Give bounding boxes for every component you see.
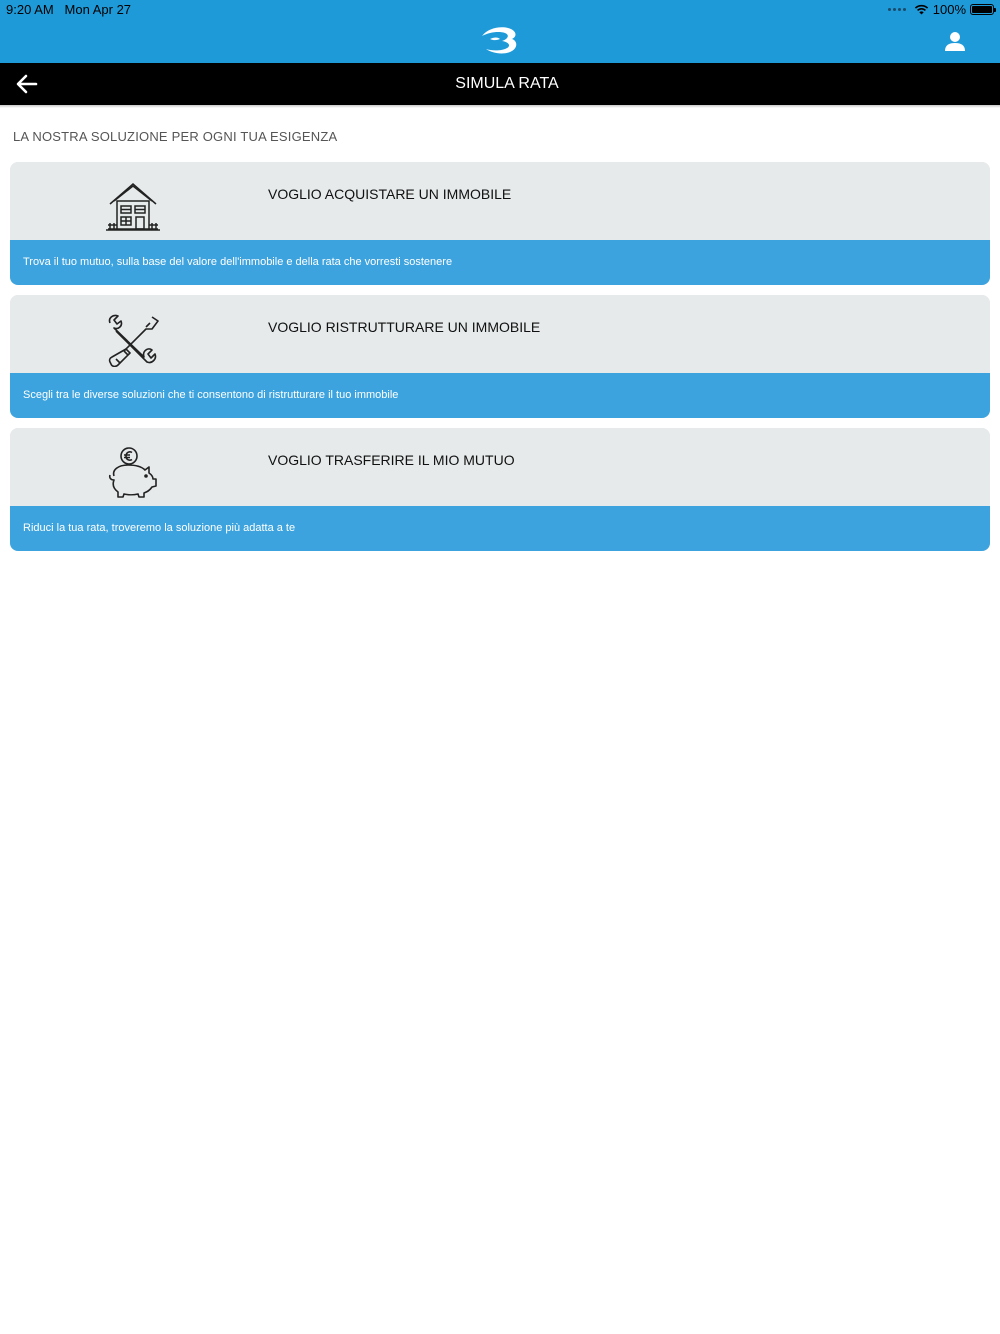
card-description-bar bbox=[10, 240, 990, 285]
status-indicators bbox=[888, 2, 994, 17]
arrow-left-icon[interactable] bbox=[14, 72, 40, 96]
card-description-bar bbox=[10, 373, 990, 418]
card-title: VOGLIO ACQUISTARE UN IMMOBILE bbox=[268, 186, 512, 202]
battery-icon bbox=[970, 4, 994, 15]
card-title: VOGLIO TRASFERIRE IL MIO MUTUO bbox=[268, 452, 515, 468]
option-card-transfer[interactable] bbox=[10, 428, 990, 551]
option-card-buy[interactable] bbox=[10, 162, 990, 285]
tools-icon bbox=[106, 313, 160, 367]
navbar-shadow bbox=[0, 105, 1000, 108]
house-icon bbox=[106, 180, 160, 234]
card-header bbox=[10, 295, 990, 373]
card-description: Scegli tra le diverse soluzioni che ti consentono di ristrutturare il tuo immobile bbox=[23, 389, 399, 401]
card-title: VOGLIO RISTRUTTURARE UN IMMOBILE bbox=[268, 319, 541, 335]
battery-percent: 100% bbox=[932, 2, 966, 17]
status-time bbox=[6, 2, 131, 17]
card-description: Riduci la tua rata, troveremo la soluzione più adatta a te bbox=[23, 522, 296, 534]
section-heading: LA NOSTRA SOLUZIONE PER OGNI TUA ESIGENZA bbox=[13, 129, 338, 144]
signal-icon bbox=[888, 8, 906, 11]
app-header bbox=[0, 0, 1000, 63]
wifi-icon bbox=[914, 4, 929, 15]
status-date-value: Mon Apr 27 bbox=[64, 2, 132, 17]
navigation-bar bbox=[0, 63, 1000, 105]
user-icon[interactable] bbox=[944, 31, 966, 53]
card-header bbox=[10, 162, 990, 240]
piggy-bank-icon bbox=[106, 446, 160, 500]
card-description-bar bbox=[10, 506, 990, 551]
option-card-renovate[interactable] bbox=[10, 295, 990, 418]
status-time-value: 9:20 AM bbox=[6, 2, 54, 17]
card-header bbox=[10, 428, 990, 506]
brand-logo-icon bbox=[478, 22, 522, 58]
card-description: Trova il tuo mutuo, sulla base del valore dell'immobile e della rata che vorresti sostenere bbox=[23, 256, 453, 268]
page-title: SIMULA RATA bbox=[455, 75, 559, 92]
